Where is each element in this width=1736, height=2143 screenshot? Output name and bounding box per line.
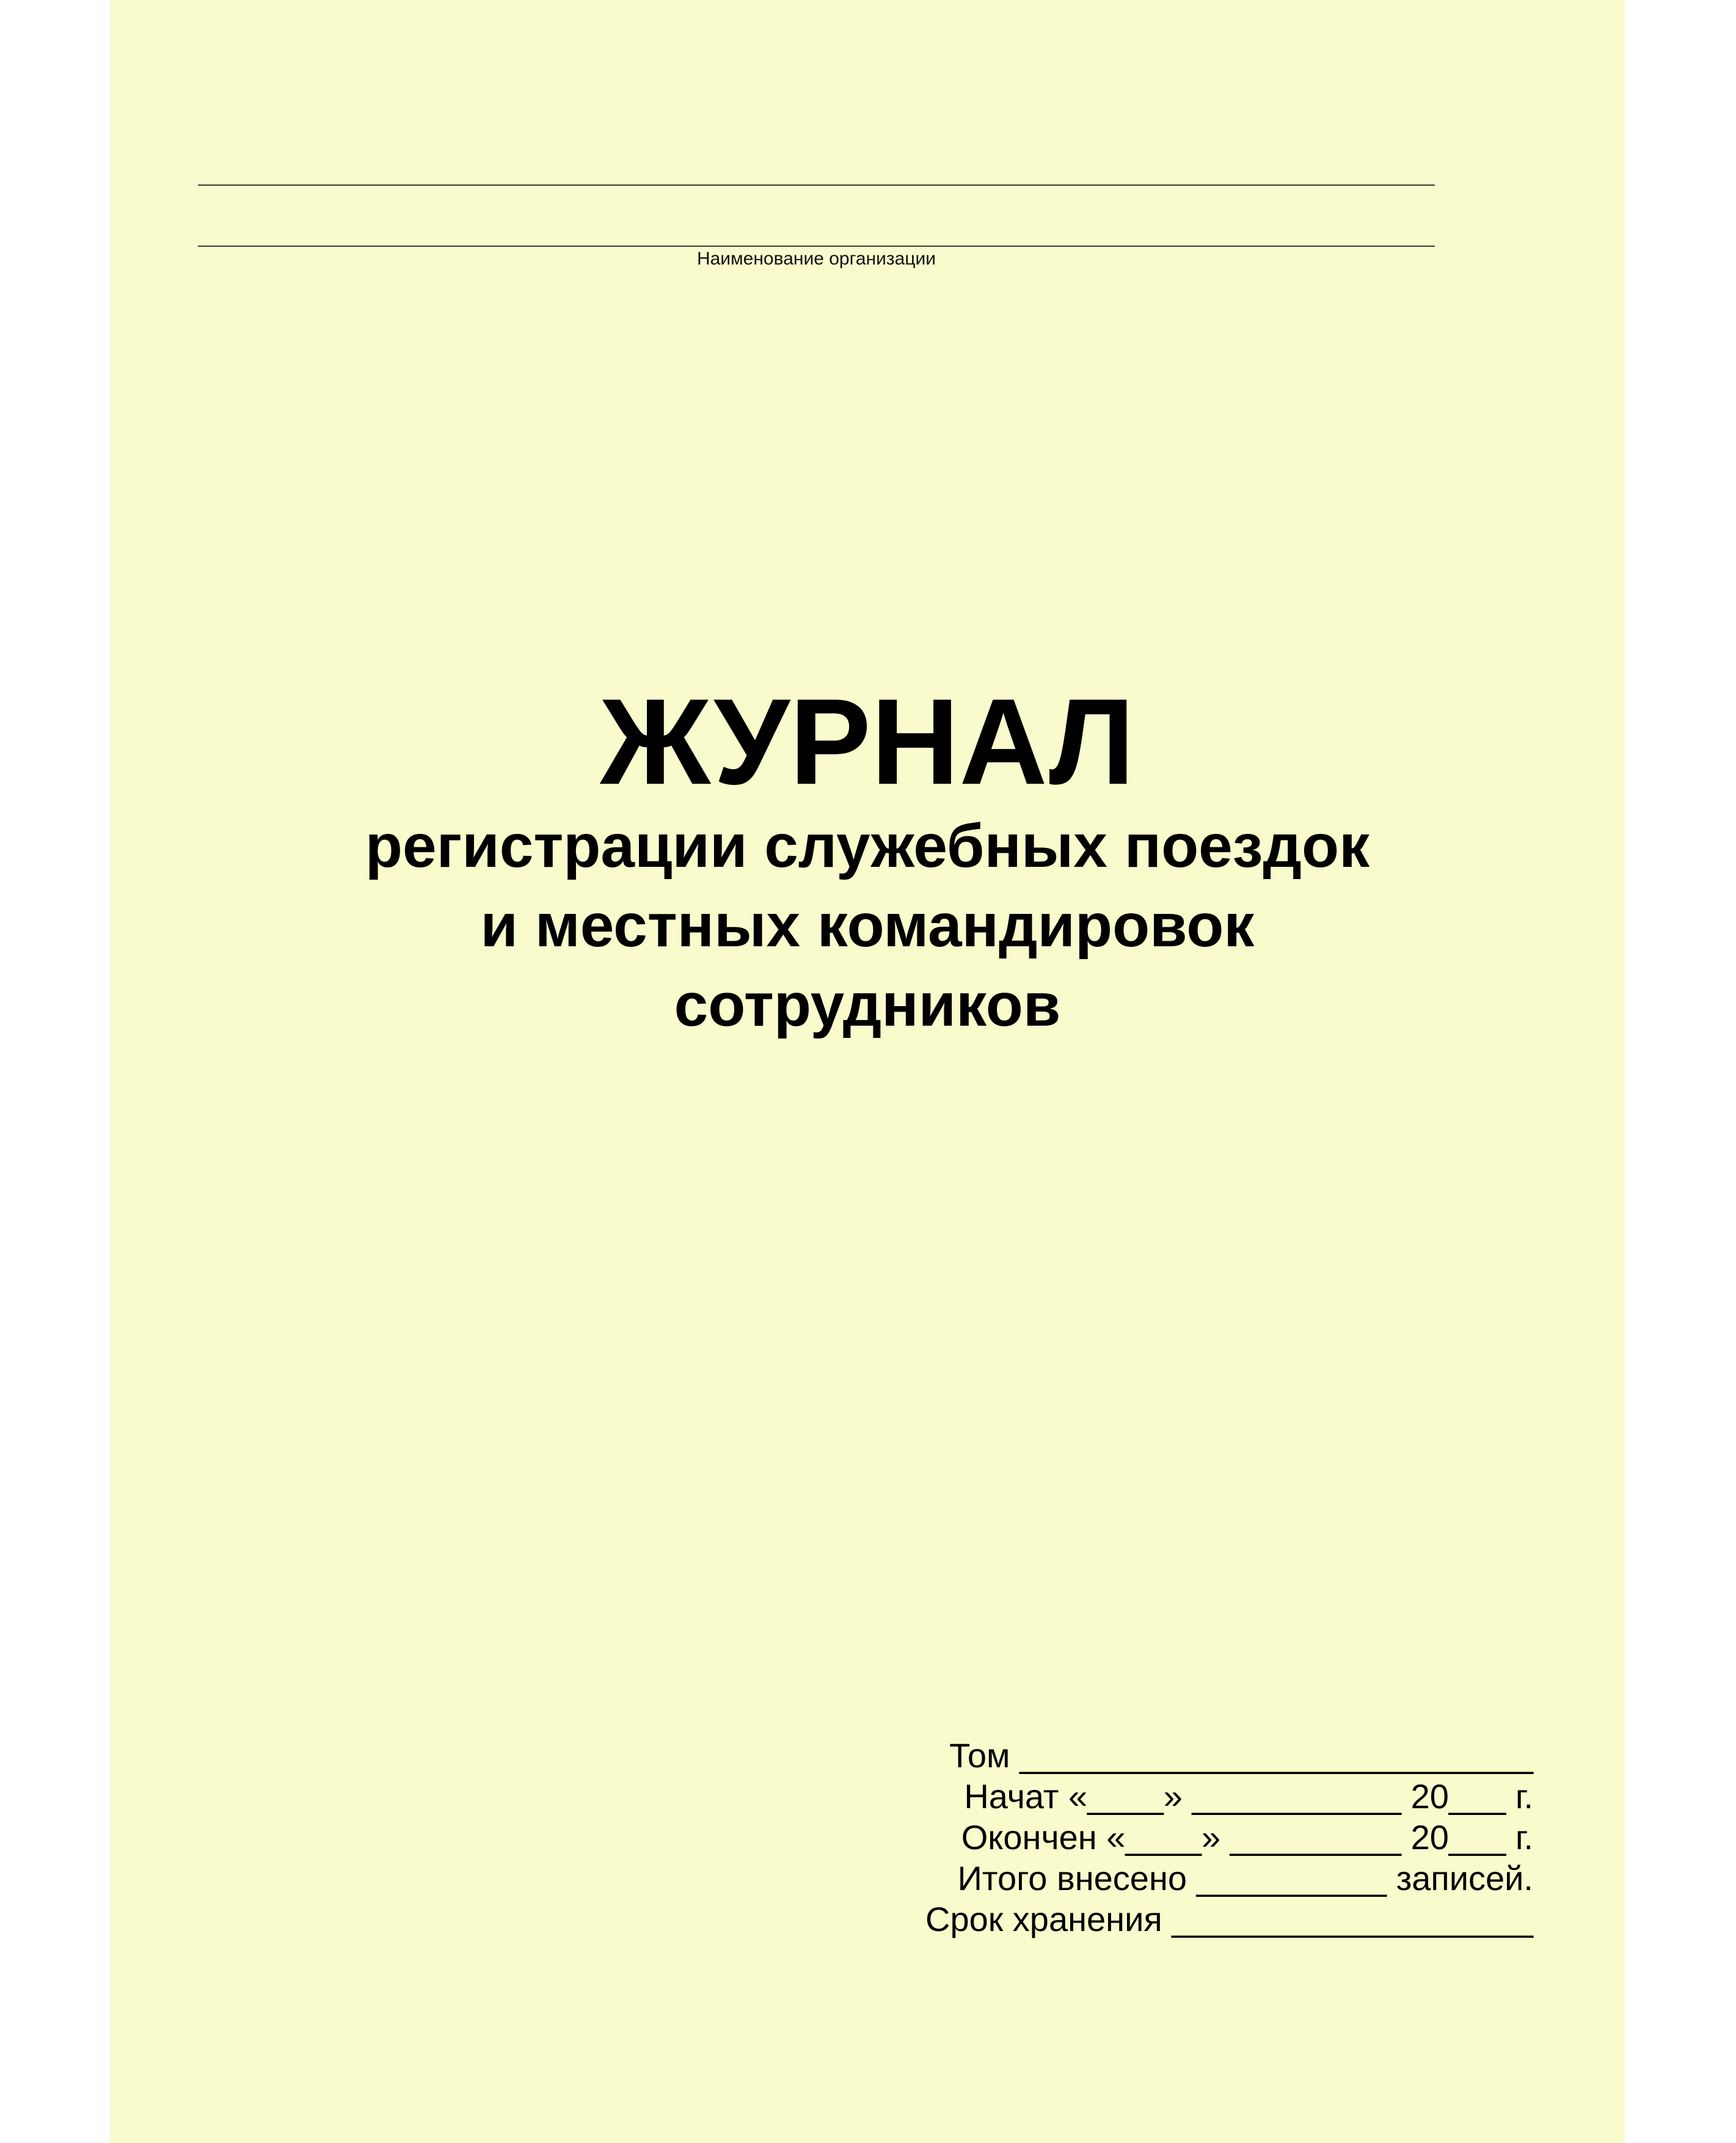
subtitle-line: сотрудников xyxy=(674,971,1061,1039)
started-date-field: Начат «____» ___________ 20___ г. xyxy=(964,1777,1533,1816)
journal-title: ЖУРНАЛ xyxy=(600,674,1135,810)
journal-subtitle xyxy=(110,806,1625,1045)
subtitle-line: регистрации служебных поездок xyxy=(365,812,1370,880)
subtitle-line: и местных командировок xyxy=(480,891,1255,960)
finished-date-field: Окончен «____» _________ 20___ г. xyxy=(961,1818,1533,1856)
registration-fields xyxy=(782,1735,1533,1940)
organization-caption: Наименование организации xyxy=(696,249,936,269)
organization-name-line-1 xyxy=(198,184,1435,186)
volume-field: Том ___________________________ xyxy=(949,1736,1533,1775)
journal-cover xyxy=(110,0,1625,2143)
total-records-field: Итого внесено __________ записей. xyxy=(957,1859,1533,1897)
retention-period-field: Срок хранения ___________________ xyxy=(925,1900,1533,1938)
